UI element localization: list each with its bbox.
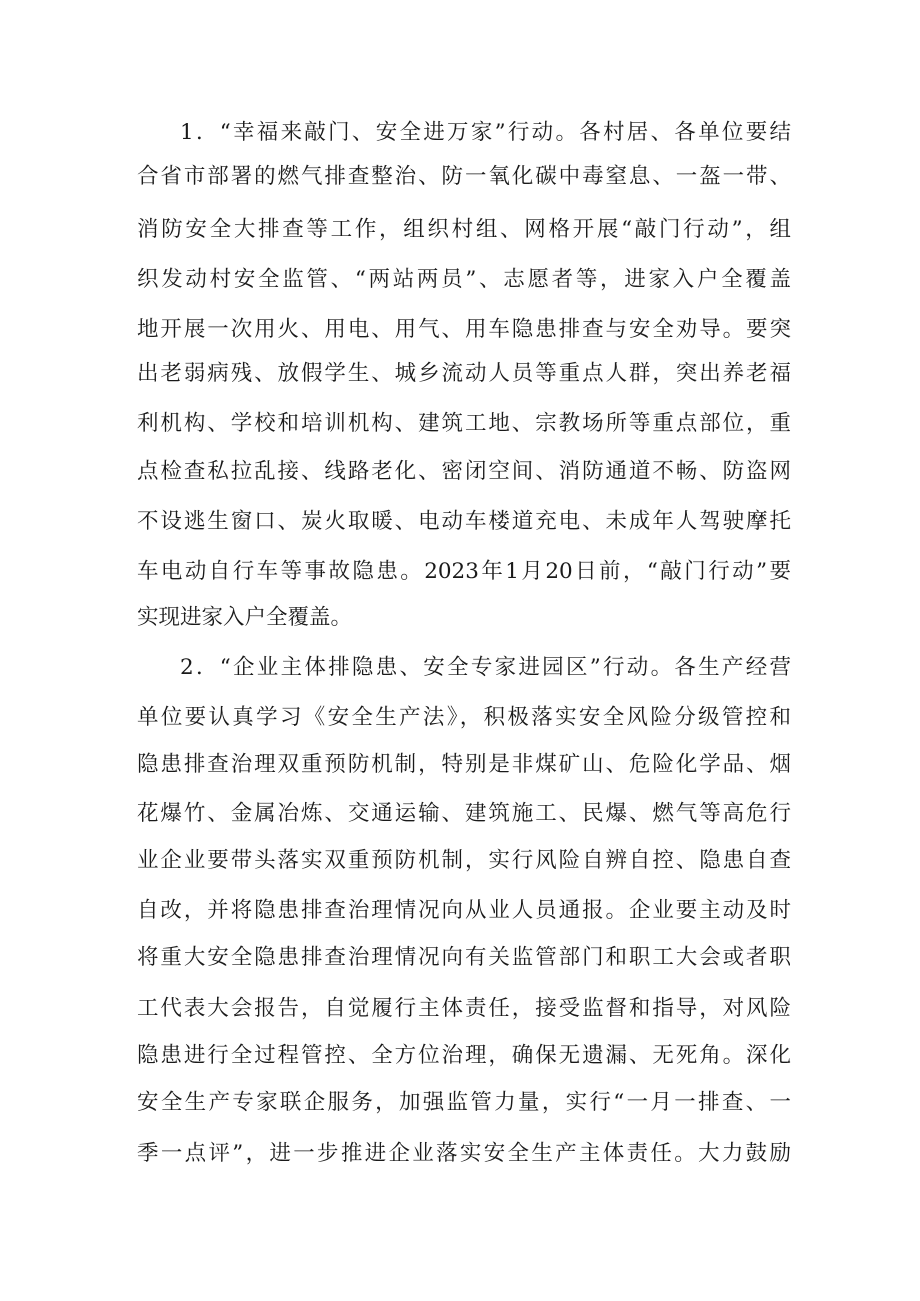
paragraph-1-line: 点检查私拉乱接、线路老化、密闭空间、消防通道不畅、防盗网 — [137, 459, 791, 484]
paragraph-1-line: 地开展一次用火、用电、用气、用车隐患排查与安全劝导。要突 — [137, 317, 791, 342]
paragraph-1-line: 织发动村安全监管、“两站两员”、志愿者等，进家入户全覆盖 — [137, 267, 791, 292]
paragraph-1-line: 实现进家入户全覆盖。 — [137, 605, 353, 630]
paragraph-2-line: 隐患进行全过程管控、全方位治理，确保无遗漏、无死角。深化 — [137, 1043, 791, 1068]
paragraph-2-line: 安全生产专家联企服务，加强监管力量，实行“一月一排查、一 — [137, 1090, 791, 1115]
paragraph-2-line: 隐患排查治理双重预防机制，特别是非煤矿山、危险化学品、烟 — [137, 752, 791, 777]
paragraph-2-line: 业企业要带头落实双重预防机制，实行风险自辨自控、隐患自查 — [137, 848, 791, 873]
paragraph-1-line: 消防安全大排查等工作，组织村组、网格开展“敲门行动”，组 — [137, 217, 791, 242]
paragraph-1-line: 出老弱病残、放假学生、城乡流动人员等重点人群，突出养老福 — [137, 361, 791, 386]
paragraph-2-line: 花爆竹、金属冶炼、交通运输、建筑施工、民爆、燃气等高危行 — [137, 801, 791, 826]
paragraph-1-line: 不设逃生窗口、炭火取暖、电动车楼道充电、未成年人驾驶摩托 — [137, 509, 791, 534]
paragraph-1-line: 利机构、学校和培训机构、建筑工地、宗教场所等重点部位，重 — [137, 411, 791, 436]
paragraph-1-line: 车电动自行车等事故隐患。2023年1月20日前，“敲门行动”要 — [137, 559, 791, 584]
paragraph-2-line: 2．“企业主体排隐患、安全专家进园区”行动。各生产经营 — [180, 655, 791, 680]
paragraph-2-line: 自改，并将隐患排查治理情况向从业人员通报。企业要主动及时 — [137, 898, 791, 923]
paragraph-1-line: 合省市部署的燃气排查整治、防一氧化碳中毒窒息、一盔一带、 — [137, 164, 791, 189]
paragraph-1-line: 1．“幸福来敲门、安全进万家”行动。各村居、各单位要结 — [180, 120, 791, 145]
paragraph-2-line: 季一点评”，进一步推进企业落实安全生产主体责任。大力鼓励 — [137, 1141, 791, 1166]
paragraph-2-line: 单位要认真学习《安全生产法》，积极落实安全风险分级管控和 — [137, 705, 791, 730]
paragraph-2-line: 工代表大会报告，自觉履行主体责任，接受监督和指导，对风险 — [137, 996, 791, 1021]
paragraph-2-line: 将重大安全隐患排查治理情况向有关监管部门和职工大会或者职 — [137, 945, 791, 970]
